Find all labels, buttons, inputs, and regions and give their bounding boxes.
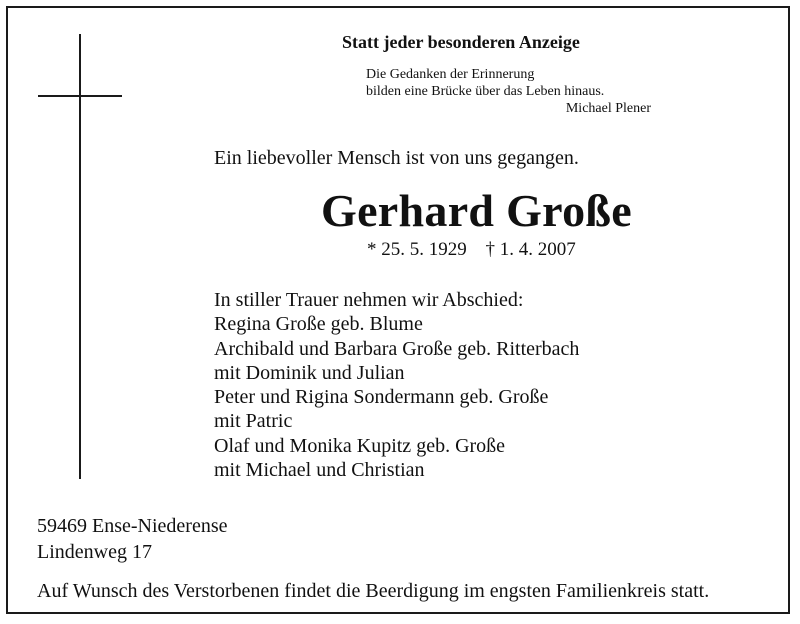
quote-line: Die Gedanken der Erinnerung	[366, 67, 535, 82]
intro-text: Ein liebevoller Mensch ist von uns gegangen.	[214, 147, 579, 169]
mourner-entry: Archibald und Barbara Große geb. Ritterbach	[214, 337, 580, 360]
notice-header: Statt jeder besonderen Anzeige	[342, 32, 580, 52]
funeral-note: Auf Wunsch des Verstorbenen findet die Beerdigung im engsten Familienkreis statt.	[37, 580, 710, 602]
mourner-entry: Olaf und Monika Kupitz geb. Große	[214, 434, 506, 457]
mourner-entry: mit Patric	[214, 410, 293, 433]
address-block	[37, 513, 228, 565]
mourner-entry: Peter und Rigina Sondermann geb. Große	[214, 386, 549, 409]
mourners-heading: In stiller Trauer nehmen wir Abschied:	[214, 289, 524, 311]
cross-icon-crossbar	[38, 95, 122, 97]
mourner-entry: Regina Große geb. Blume	[214, 313, 423, 336]
quote-author: Michael Plener	[565, 101, 651, 116]
mourner-entry: mit Michael und Christian	[214, 459, 425, 482]
life-dates	[367, 239, 576, 261]
mourners-list	[214, 288, 579, 482]
birth-date: * 25. 5. 1929	[367, 239, 467, 260]
mourner-entry: mit Dominik und Julian	[214, 361, 405, 384]
quote-line: bilden eine Brücke über das Leben hinaus.	[366, 84, 605, 99]
deceased-name: Gerhard Große	[321, 185, 632, 236]
address-street: Lindenweg 17	[37, 541, 152, 563]
memorial-quote	[366, 66, 651, 117]
death-date: † 1. 4. 2007	[485, 239, 576, 260]
cross-icon	[79, 34, 81, 479]
address-city: 59469 Ense-Niederense	[37, 515, 228, 537]
